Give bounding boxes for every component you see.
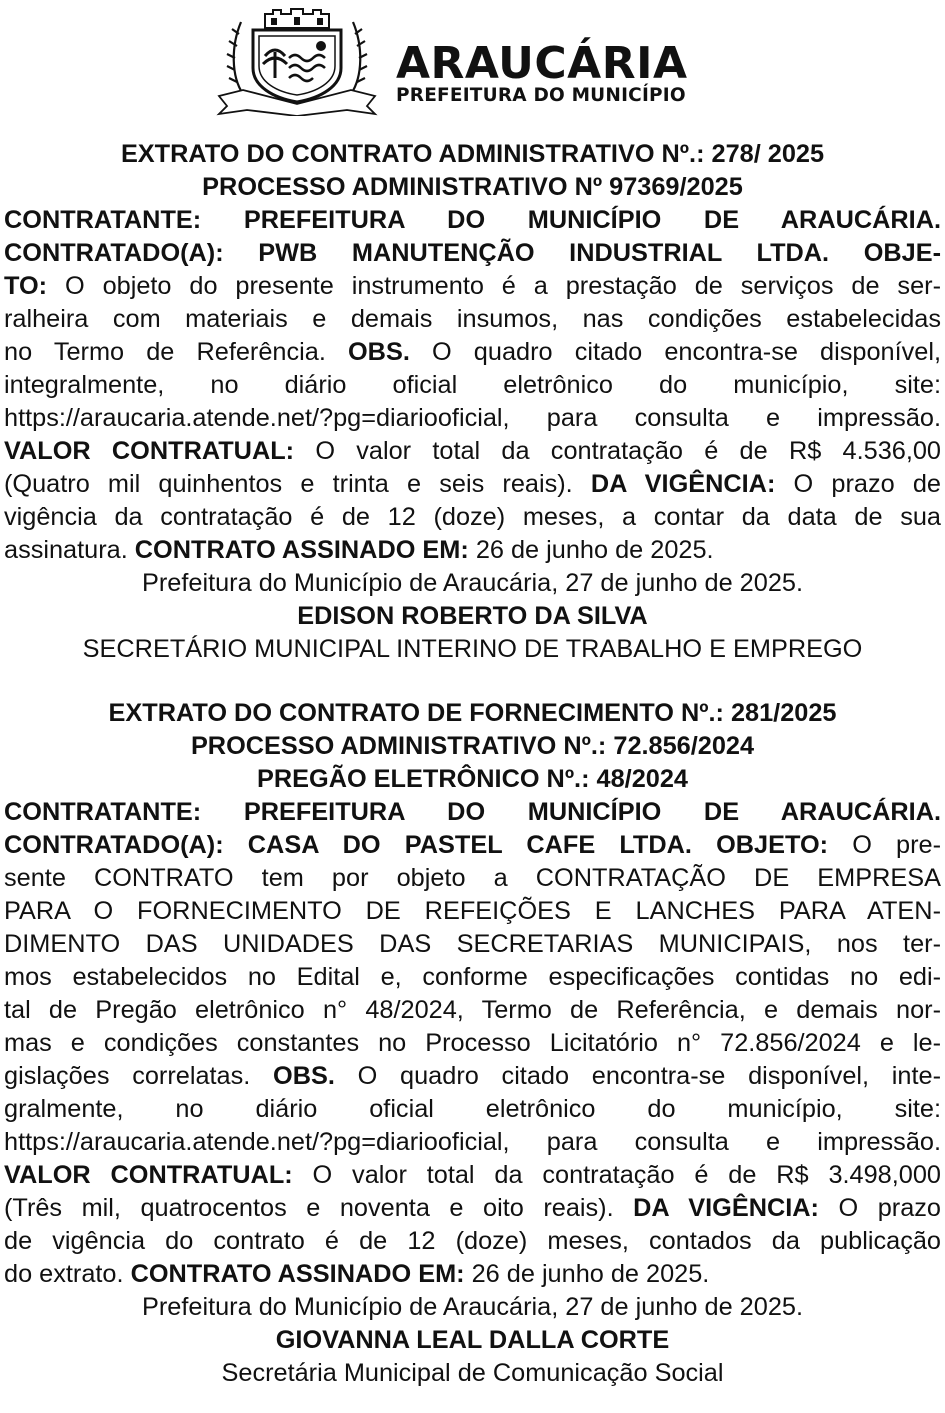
body-line: tal de Pregão eletrônico n° 48/2024, Termo de Referência, e demais nor- bbox=[4, 996, 941, 1024]
process-number: PROCESSO ADMINISTRATIVO Nº.: 72.856/2024 bbox=[190, 732, 755, 760]
brand-subtitle: PREFEITURA DO MUNICÍPIO bbox=[396, 85, 686, 106]
body-line: mas e condições constantes no Processo Licitatório n° 72.856/2024 e le- bbox=[4, 1029, 941, 1057]
contractor-line: CONTRATANTE: PREFEITURA DO MUNICÍPIO DE ARAUCÁRIA. bbox=[4, 798, 941, 826]
body-line: de vigência do contrato é de 12 (doze) meses, contados da publicação bbox=[4, 1227, 941, 1255]
body-line: https://araucaria.atende.net/?pg=diariooficial, para consulta e impressão. bbox=[4, 1128, 941, 1156]
signer-role: Secretária Municipal de Comunicação Social bbox=[221, 1359, 724, 1387]
signer-name: EDISON ROBERTO DA SILVA bbox=[297, 602, 648, 630]
contracted-line: CONTRATADO(A): PWB MANUTENÇÃO INDUSTRIAL LTDA. OBJE- bbox=[4, 239, 941, 267]
signed-date-line: assinatura. CONTRATO ASSINADO EM: 26 de junho de 2025. bbox=[4, 536, 714, 564]
contractor-line: CONTRATANTE: PREFEITURA DO MUNICÍPIO DE ARAUCÁRIA. bbox=[4, 206, 941, 234]
extract-contract-281 bbox=[4, 697, 941, 1390]
extract-contract-278 bbox=[4, 138, 941, 666]
body-line: https://araucaria.atende.net/?pg=diariooficial, para consulta e impressão. bbox=[4, 404, 941, 432]
contract-value-line: VALOR CONTRATUAL: O valor total da contratação é de R$ 4.536,00 bbox=[4, 437, 941, 465]
contract-value-line: VALOR CONTRATUAL: O valor total da contratação é de R$ 3.498,000 bbox=[4, 1161, 941, 1189]
document-body bbox=[0, 138, 945, 1390]
body-line: integralmente, no diário oficial eletrônico do município, site: bbox=[4, 371, 941, 399]
body-line: vigência da contratação é de 12 (doze) meses, a contar da data de sua bbox=[4, 503, 941, 531]
body-line: gralmente, no diário oficial eletrônico do município, site: bbox=[4, 1095, 941, 1123]
body-line: mos estabelecidos no Edital e, conforme especificações contidas no edi- bbox=[4, 963, 941, 991]
body-line: no Termo de Referência. OBS. O quadro citado encontra-se disponível, bbox=[4, 338, 941, 366]
signer-name: GIOVANNA LEAL DALLA CORTE bbox=[275, 1326, 670, 1354]
body-line: ralheira com materiais e demais insumos, nas condições estabelecidas bbox=[4, 305, 941, 333]
place-date: Prefeitura do Município de Araucária, 27 de junho de 2025. bbox=[142, 569, 803, 597]
place-date: Prefeitura do Município de Araucária, 27 de junho de 2025. bbox=[142, 1293, 803, 1321]
tender-number: PREGÃO ELETRÔNICO Nº.: 48/2024 bbox=[257, 765, 688, 793]
letterhead bbox=[0, 6, 945, 118]
process-number: PROCESSO ADMINISTRATIVO Nº 97369/2025 bbox=[202, 173, 743, 201]
body-line: (Três mil, quatrocentos e noventa e oito reais). DA VIGÊNCIA: O prazo bbox=[4, 1194, 941, 1222]
brand-name: ARAUCÁRIA bbox=[396, 38, 688, 89]
body-line: PARA O FORNECIMENTO DE REFEIÇÕES E LANCHES PARA ATEN- bbox=[4, 897, 941, 925]
section-spacer bbox=[4, 666, 941, 697]
extract-title: EXTRATO DO CONTRATO DE FORNECIMENTO Nº.: 281/2025 bbox=[108, 699, 837, 727]
body-line: gislações correlatas. OBS. O quadro citado encontra-se disponível, inte- bbox=[4, 1062, 941, 1090]
signer-role: SECRETÁRIO MUNICIPAL INTERINO DE TRABALHO E EMPREGO bbox=[82, 635, 863, 663]
brand-block bbox=[396, 38, 688, 106]
extract-title: EXTRATO DO CONTRATO ADMINISTRATIVO Nº.: 278/ 2025 bbox=[120, 140, 825, 168]
contracted-line: CONTRATADO(A): CASA DO PASTEL CAFE LTDA. OBJETO: O pre- bbox=[4, 831, 941, 859]
coat-of-arms-icon bbox=[213, 6, 381, 116]
body-line: (Quatro mil quinhentos e trinta e seis reais). DA VIGÊNCIA: O prazo de bbox=[4, 470, 941, 498]
body-line: TO: O objeto do presente instrumento é a prestação de serviços de ser- bbox=[4, 272, 941, 300]
body-line: DIMENTO DAS UNIDADES DAS SECRETARIAS MUNICIPAIS, nos ter- bbox=[4, 930, 941, 958]
signed-date-line: do extrato. CONTRATO ASSINADO EM: 26 de junho de 2025. bbox=[4, 1260, 710, 1288]
body-line: sente CONTRATO tem por objeto a CONTRATAÇÃO DE EMPRESA bbox=[4, 864, 941, 892]
